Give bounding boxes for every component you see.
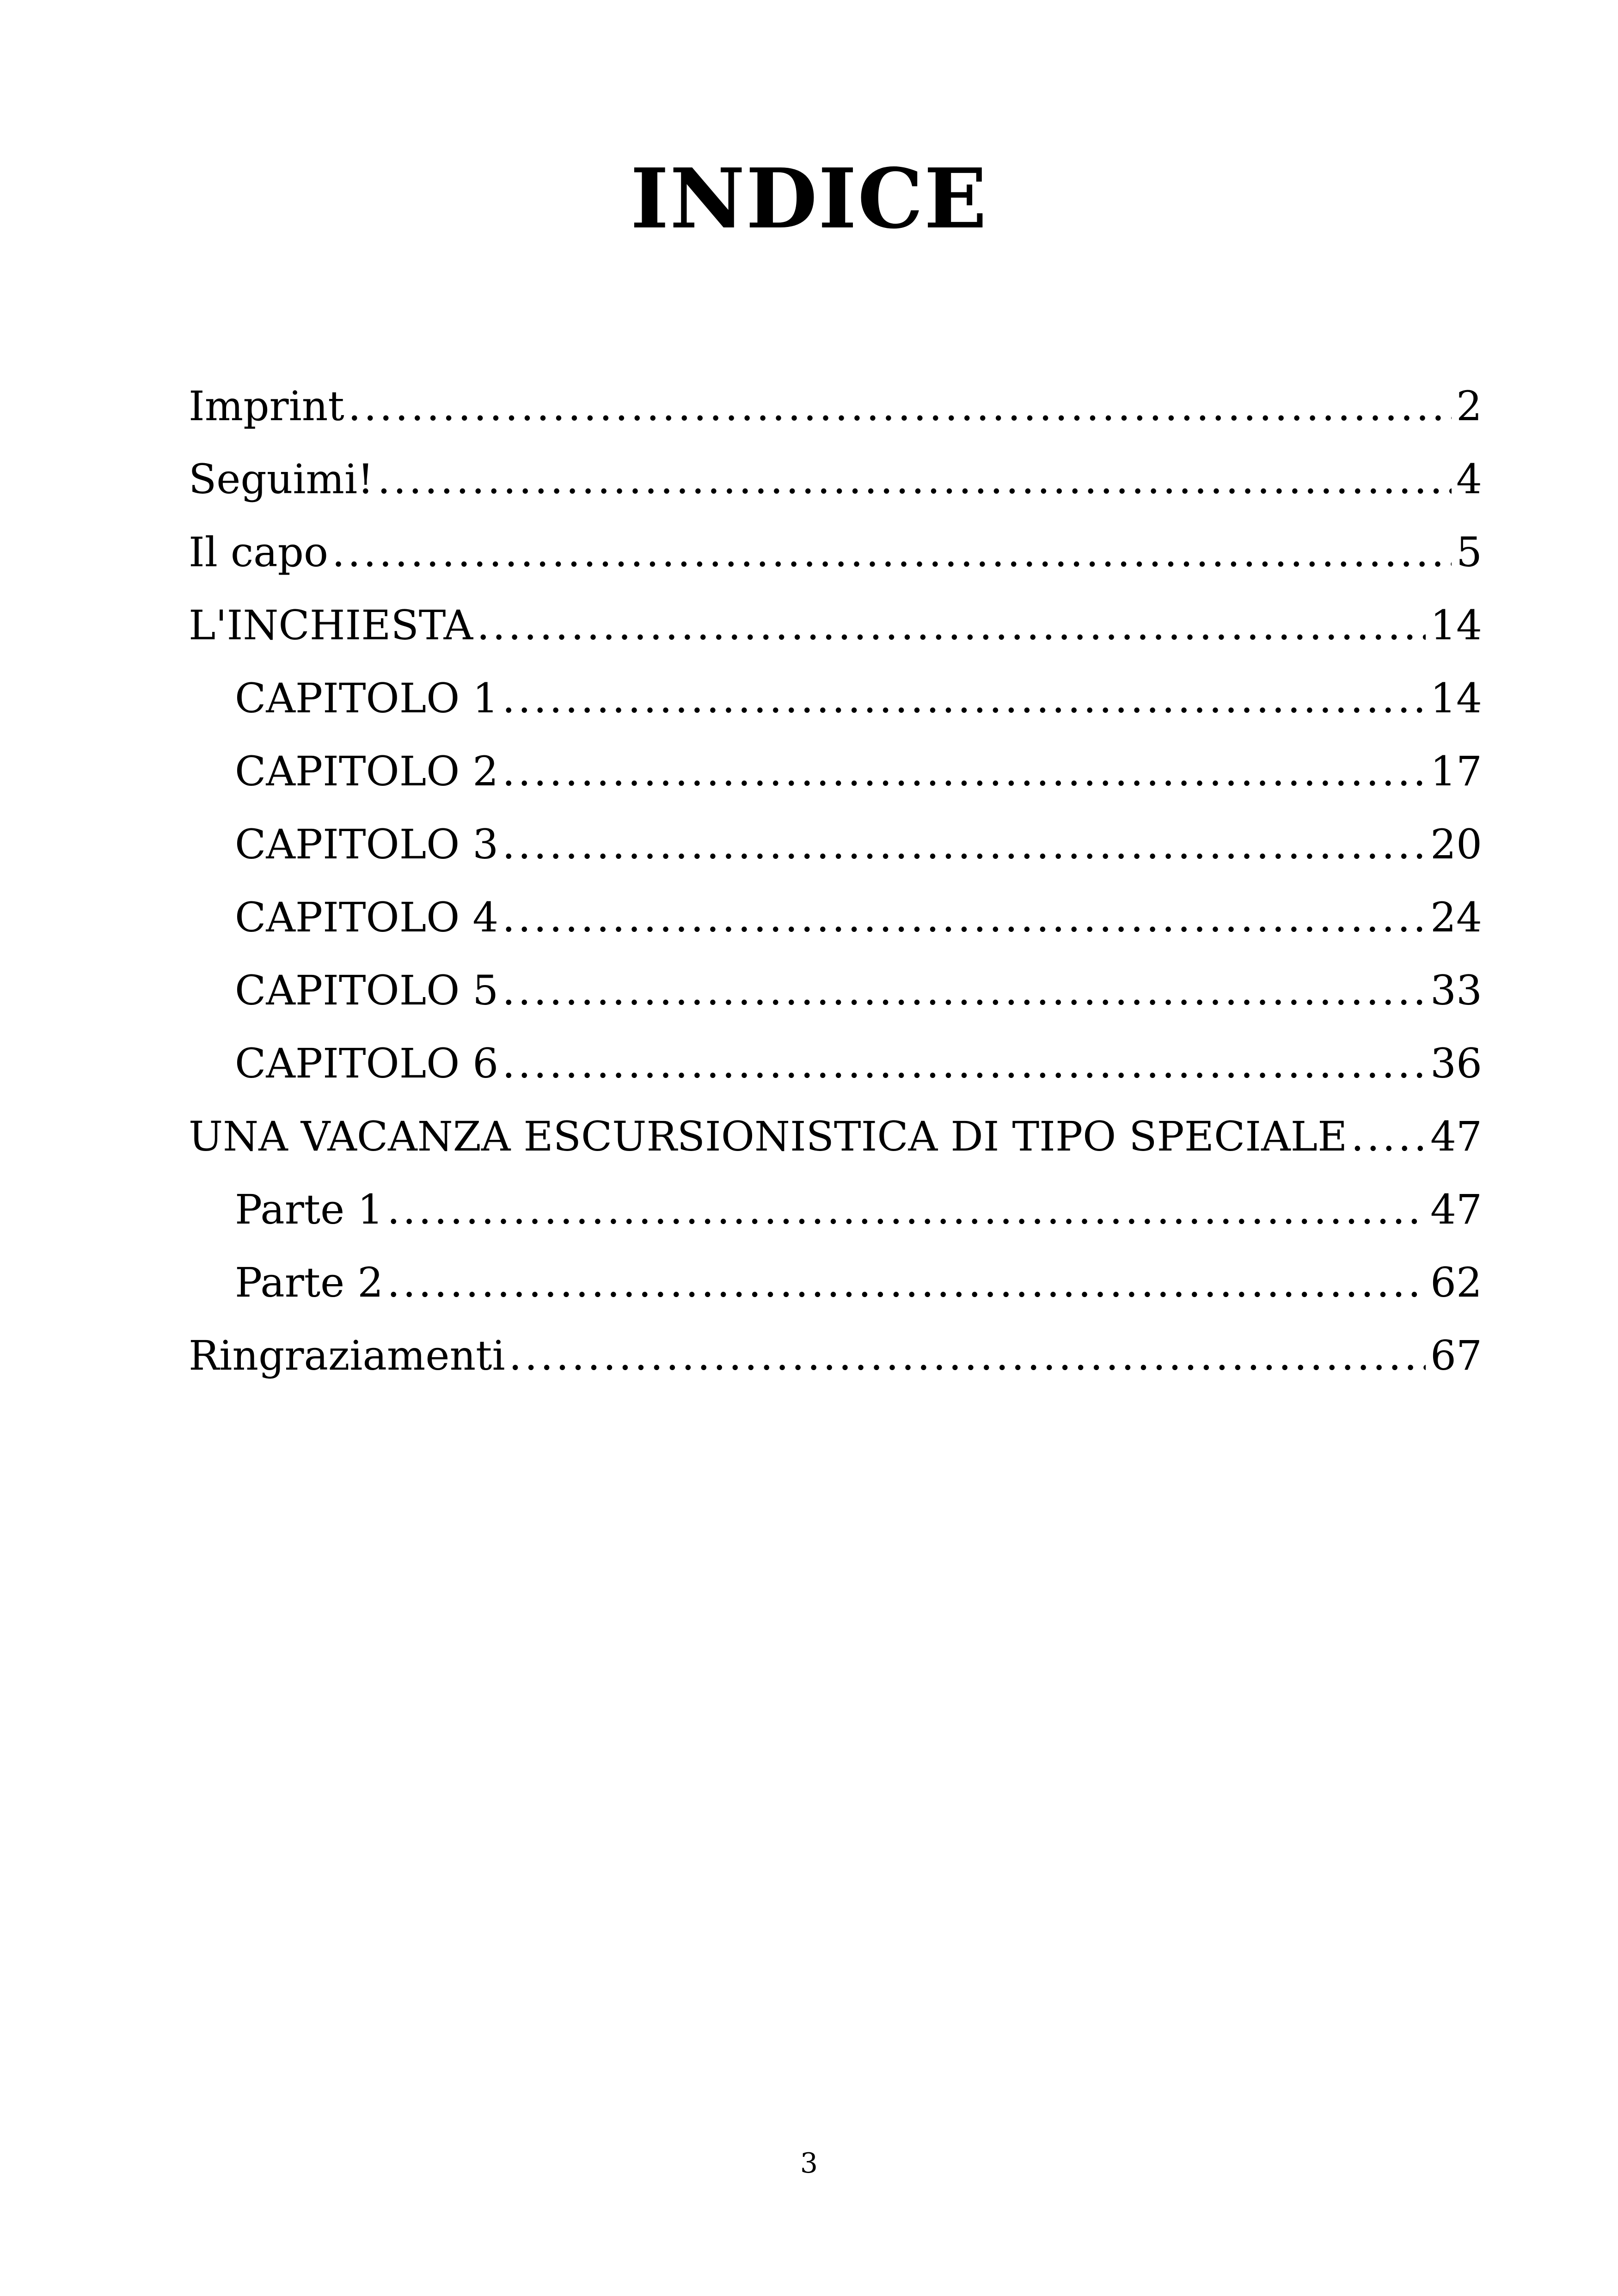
toc-entry-label: Seguimi! [189,455,374,503]
dot-leader [1351,1100,1426,1173]
toc-entry-parte-1[interactable] [189,1173,1482,1246]
toc-entry-page: 24 [1430,894,1482,941]
dot-leader [502,1027,1426,1100]
toc-entry-label: Ringraziamenti [189,1332,505,1379]
toc-entry-page: 2 [1456,382,1482,430]
toc-entry-label: UNA VACANZA ESCURSIONISTICA DI TIPO SPECIALE [189,1113,1348,1160]
toc-entry-label: L'INCHIESTA [189,601,473,649]
toc-entry-page: 20 [1430,820,1482,868]
dot-leader [502,662,1426,735]
dot-leader [332,516,1452,589]
toc-entry-capitolo-1[interactable] [189,662,1482,735]
toc-entry-ringraziamenti[interactable] [189,1319,1482,1392]
toc-entry-label: CAPITOLO 6 [235,1040,499,1087]
toc-entry-capitolo-3[interactable] [189,808,1482,881]
toc-entry-label: Parte 2 [235,1259,384,1306]
toc-entry-page: 14 [1430,601,1482,649]
toc-entry-il-capo[interactable] [189,516,1482,589]
toc-entry-page: 67 [1430,1332,1482,1379]
toc-entry-page: 47 [1430,1113,1482,1160]
toc-entry-page: 17 [1430,747,1482,795]
dot-leader [377,443,1452,516]
dot-leader [509,1319,1426,1392]
dot-leader [348,370,1452,443]
table-of-contents [189,370,1482,1392]
toc-entry-capitolo-2[interactable] [189,735,1482,808]
toc-entry-capitolo-4[interactable] [189,881,1482,954]
toc-entry-label: CAPITOLO 1 [235,674,499,722]
toc-entry-label: CAPITOLO 4 [235,894,499,941]
toc-entry-label: CAPITOLO 2 [235,747,499,795]
toc-entry-page: 33 [1430,967,1482,1014]
toc-entry-seguimi[interactable] [189,443,1482,516]
dot-leader [387,1173,1426,1246]
page-title: INDICE [630,150,988,247]
dot-leader [502,735,1426,808]
dot-leader [502,881,1426,954]
toc-entry-capitolo-5[interactable] [189,954,1482,1027]
toc-entry-page: 62 [1430,1259,1482,1306]
toc-entry-label: Imprint [189,382,344,430]
toc-entry-page: 47 [1430,1186,1482,1233]
toc-entry-label: CAPITOLO 5 [235,967,499,1014]
dot-leader [502,954,1426,1027]
toc-entry-page: 14 [1430,674,1482,722]
page-number: 3 [800,2147,818,2180]
toc-entry-inchiesta[interactable] [189,589,1482,662]
toc-entry-page: 4 [1456,455,1482,503]
dot-leader [477,589,1426,662]
toc-entry-label: CAPITOLO 3 [235,820,499,868]
toc-entry-imprint[interactable] [189,370,1482,443]
dot-leader [387,1246,1426,1319]
toc-entry-label: Il capo [189,528,328,576]
toc-entry-vacanza-escursionistica[interactable] [189,1100,1482,1173]
toc-entry-capitolo-6[interactable] [189,1027,1482,1100]
toc-entry-label: Parte 1 [235,1186,384,1233]
toc-entry-page: 36 [1430,1040,1482,1087]
toc-entry-parte-2[interactable] [189,1246,1482,1319]
dot-leader [502,808,1426,881]
toc-entry-page: 5 [1456,528,1482,576]
